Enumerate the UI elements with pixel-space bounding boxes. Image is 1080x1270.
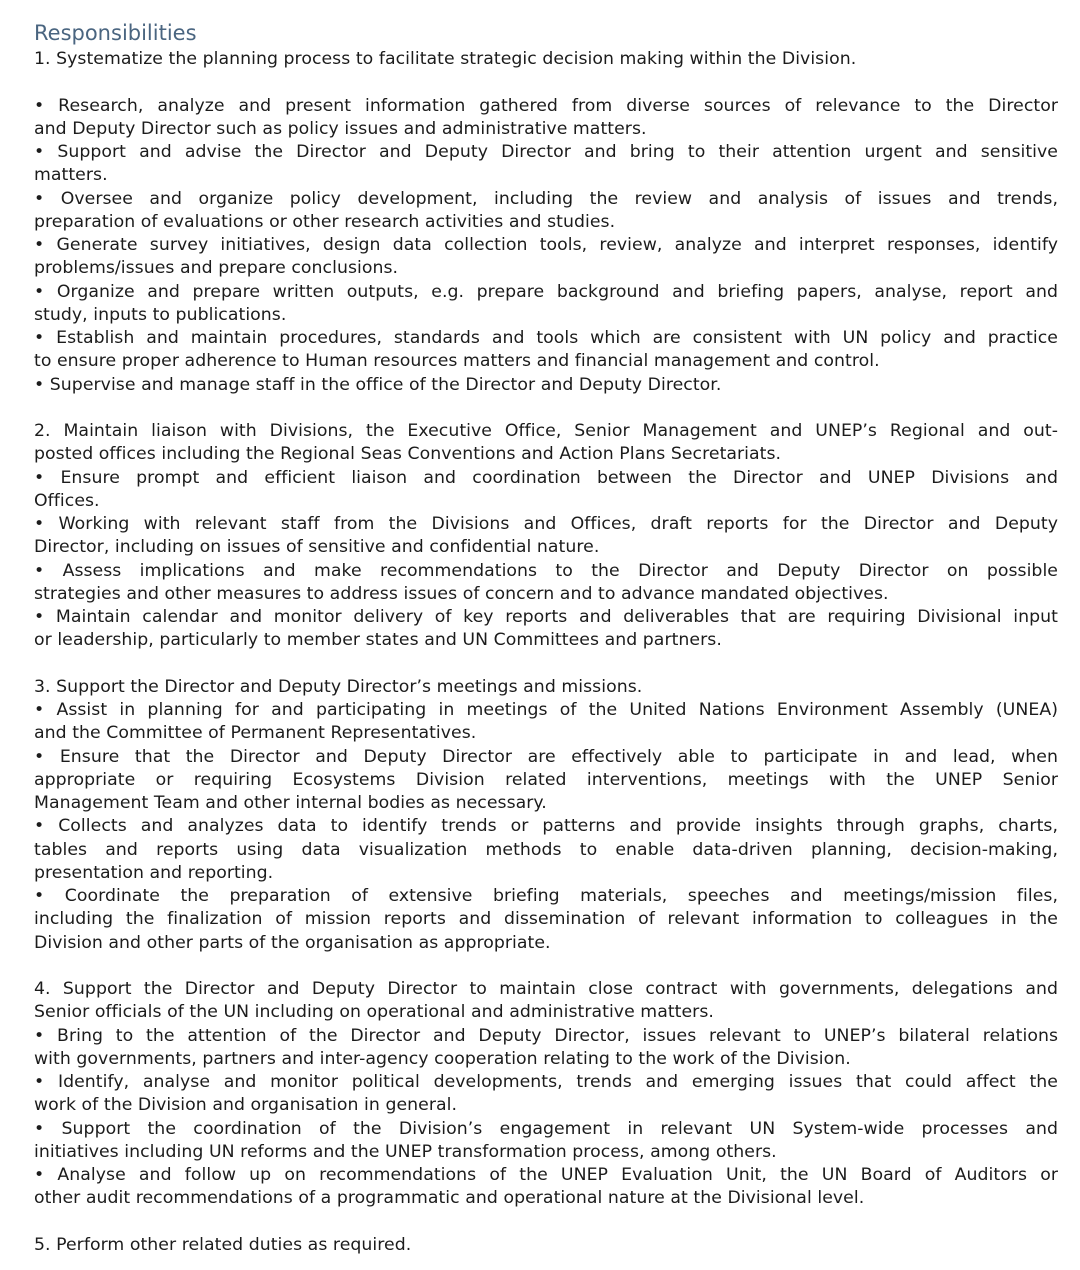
responsibilities-panel [34, 18, 1058, 1257]
blank-line [34, 71, 1058, 94]
text-line: • Support the coordination of the Division’s engagement in relevant UN System-wide processes and [34, 1118, 1058, 1139]
text-line: and the Committee of Permanent Representatives. [34, 723, 477, 744]
text-line: Offices. [34, 490, 100, 511]
responsibilities-text [34, 48, 1058, 1257]
text-line: 4. Support the Director and Deputy Director to maintain close contract with governments, delegations and [34, 979, 1058, 999]
text-line: • Collects and analyzes data to identify trends or patterns and provide insights through graphs, charts, [34, 816, 1058, 837]
text-line: • Coordinate the preparation of extensive briefing materials, speeches and meetings/mission files, [34, 886, 1058, 906]
text-line: preparation of evaluations or other research activities and studies. [34, 211, 616, 232]
text-line: • Working with relevant staff from the Divisions and Offices, draft reports for the Director and Deputy [34, 514, 1058, 534]
text-line: • Generate survey initiatives, design data collection tools, review, analyze and interpret responses, identify [34, 235, 1058, 255]
blank-line [34, 653, 1058, 676]
text-line: • Organize and prepare written outputs, e.g. prepare background and briefing papers, analyse, report and [34, 281, 1058, 302]
text-line: appropriate or requiring Ecosystems Division related interventions, meetings with the UNEP Senior [34, 769, 1058, 790]
text-line: Management Team and other internal bodies as necessary. [34, 793, 547, 813]
text-line: work of the Division and organisation in general. [34, 1095, 458, 1116]
text-line: Senior officials of the UN including on operational and administrative matters. [34, 1002, 714, 1023]
text-line: • Identify, analyse and monitor political developments, trends and emerging issues that could affect the [34, 1072, 1058, 1092]
text-line: other audit recommendations of a programmatic and operational nature at the Divisional level. [34, 1188, 865, 1209]
text-line: strategies and other measures to address issues of concern and to advance mandated objectives. [34, 583, 889, 604]
text-line: posted offices including the Regional Seas Conventions and Action Plans Secretariats. [34, 444, 782, 465]
text-line: 1. Systematize the planning process to facilitate strategic decision making within the Division. [34, 49, 857, 69]
text-line: and Deputy Director such as policy issues and administrative matters. [34, 118, 647, 139]
text-line: 5. Perform other related duties as required. [34, 1234, 412, 1255]
text-line: • Maintain calendar and monitor delivery of key reports and deliverables that are requiring Divisional input [34, 607, 1058, 627]
blank-line [34, 397, 1058, 420]
text-line: • Supervise and manage staff in the office of the Director and Deputy Director. [34, 374, 722, 395]
text-line: problems/issues and prepare conclusions. [34, 258, 399, 279]
text-line: Director, including on issues of sensitive and confidential nature. [34, 537, 600, 558]
text-line: • Support and advise the Director and Deputy Director and bring to their attention urgent and sensitive [34, 142, 1058, 162]
text-line: • Research, analyze and present information gathered from diverse sources of relevance to the Director [34, 95, 1058, 116]
text-line: to ensure proper adherence to Human resources matters and financial management and control. [34, 351, 880, 372]
text-line: • Assess implications and make recommendations to the Director and Deputy Director on possible [34, 560, 1058, 581]
text-line: matters. [34, 165, 108, 186]
text-line: • Ensure prompt and efficient liaison and coordination between the Director and UNEP Divisions and [34, 467, 1058, 488]
text-line: • Assist in planning for and participating in meetings of the United Nations Environment Assembly (UNEA) [34, 700, 1058, 720]
text-line: or leadership, particularly to member states and UN Committees and partners. [34, 630, 722, 651]
text-line: 3. Support the Director and Deputy Director’s meetings and missions. [34, 676, 643, 697]
text-line: • Establish and maintain procedures, standards and tools which are consistent with UN policy and practice [34, 328, 1058, 348]
text-line: • Ensure that the Director and Deputy Director are effectively able to participate in and lead, when [34, 746, 1058, 767]
text-line: including the finalization of mission reports and dissemination of relevant information to colleagues in the [34, 909, 1058, 930]
text-line: study, inputs to publications. [34, 304, 287, 325]
text-line: Division and other parts of the organisation as appropriate. [34, 932, 551, 953]
text-line: with governments, partners and inter-agency cooperation relating to the work of the Division. [34, 1048, 851, 1069]
blank-line [34, 1211, 1058, 1234]
text-line: presentation and reporting. [34, 862, 274, 883]
text-line: 2. Maintain liaison with Divisions, the Executive Office, Senior Management and UNEP’s Regional and out- [34, 421, 1058, 441]
text-line: • Analyse and follow up on recommendations of the UNEP Evaluation Unit, the UN Board of Auditors or [34, 1165, 1058, 1185]
text-line: tables and reports using data visualization methods to enable data-driven planning, decision-making, [34, 839, 1058, 860]
blank-line [34, 955, 1058, 978]
text-line: • Oversee and organize policy development, including the review and analysis of issues and trends, [34, 188, 1058, 209]
text-line: initiatives including UN reforms and the UNEP transformation process, among others. [34, 1141, 777, 1162]
text-line: • Bring to the attention of the Director and Deputy Director, issues relevant to UNEP’s bilateral relations [34, 1025, 1058, 1046]
section-title: Responsibilities [34, 21, 197, 45]
